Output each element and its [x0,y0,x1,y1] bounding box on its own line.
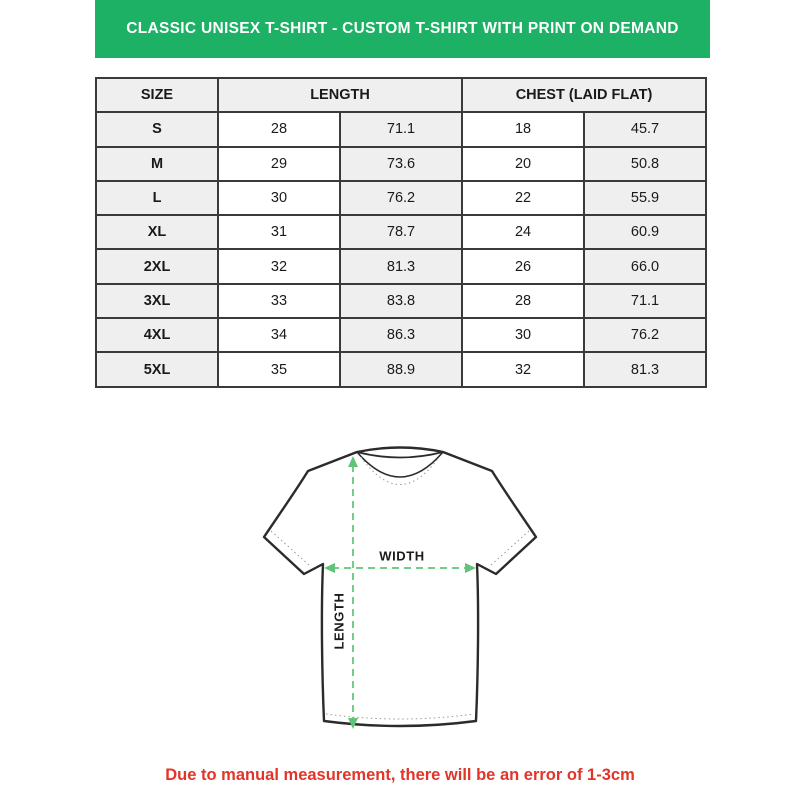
chest-cm: 71.1 [584,284,706,318]
length-cm: 71.1 [340,112,462,146]
size-label: 4XL [96,318,218,352]
length-inches: 30 [218,181,340,215]
length-cm: 81.3 [340,249,462,283]
table-row [96,112,706,146]
column-header-size: SIZE [96,78,218,112]
length-inches: 34 [218,318,340,352]
size-label: 3XL [96,284,218,318]
length-cm: 78.7 [340,215,462,249]
chest-inches: 26 [462,249,584,283]
tshirt-measurement-diagram [240,430,560,750]
chest-inches: 20 [462,147,584,181]
table-header-row [96,78,706,112]
length-cm: 86.3 [340,318,462,352]
length-cm: 73.6 [340,147,462,181]
table-row [96,249,706,283]
measurement-error-note: Due to manual measurement, there will be an error of 1-3cm [165,766,635,784]
length-inches: 29 [218,147,340,181]
size-label: 5XL [96,352,218,386]
width-arrow-label: WIDTH [379,548,425,564]
length-inches: 35 [218,352,340,386]
length-inches: 28 [218,112,340,146]
size-chart-table [95,77,707,388]
chest-inches: 28 [462,284,584,318]
chest-cm: 45.7 [584,112,706,146]
table-row [96,215,706,249]
tshirt-outline-drawing [240,430,560,750]
table-row [96,318,706,352]
size-label: S [96,112,218,146]
table-row [96,147,706,181]
chest-cm: 50.8 [584,147,706,181]
length-inches: 31 [218,215,340,249]
chest-cm: 76.2 [584,318,706,352]
length-cm: 83.8 [340,284,462,318]
chest-inches: 22 [462,181,584,215]
chest-inches: 24 [462,215,584,249]
column-header-length: LENGTH [218,78,462,112]
size-label: L [96,181,218,215]
chest-cm: 55.9 [584,181,706,215]
table-row [96,181,706,215]
table-row [96,352,706,386]
chest-inches: 32 [462,352,584,386]
page-title: CLASSIC UNISEX T-SHIRT - CUSTOM T-SHIRT WITH PRINT ON DEMAND [126,20,679,37]
length-arrow-label: LENGTH [331,592,347,650]
length-cm: 88.9 [340,352,462,386]
length-inches: 33 [218,284,340,318]
size-label: 2XL [96,249,218,283]
table-row [96,284,706,318]
chest-cm: 81.3 [584,352,706,386]
length-inches: 32 [218,249,340,283]
chest-cm: 60.9 [584,215,706,249]
chest-inches: 18 [462,112,584,146]
column-header-chest: CHEST (LAID FLAT) [462,78,706,112]
length-cm: 76.2 [340,181,462,215]
tshirt-body-outline [264,448,536,727]
chest-cm: 66.0 [584,249,706,283]
size-label: M [96,147,218,181]
title-banner [95,0,710,58]
size-label: XL [96,215,218,249]
chest-inches: 30 [462,318,584,352]
